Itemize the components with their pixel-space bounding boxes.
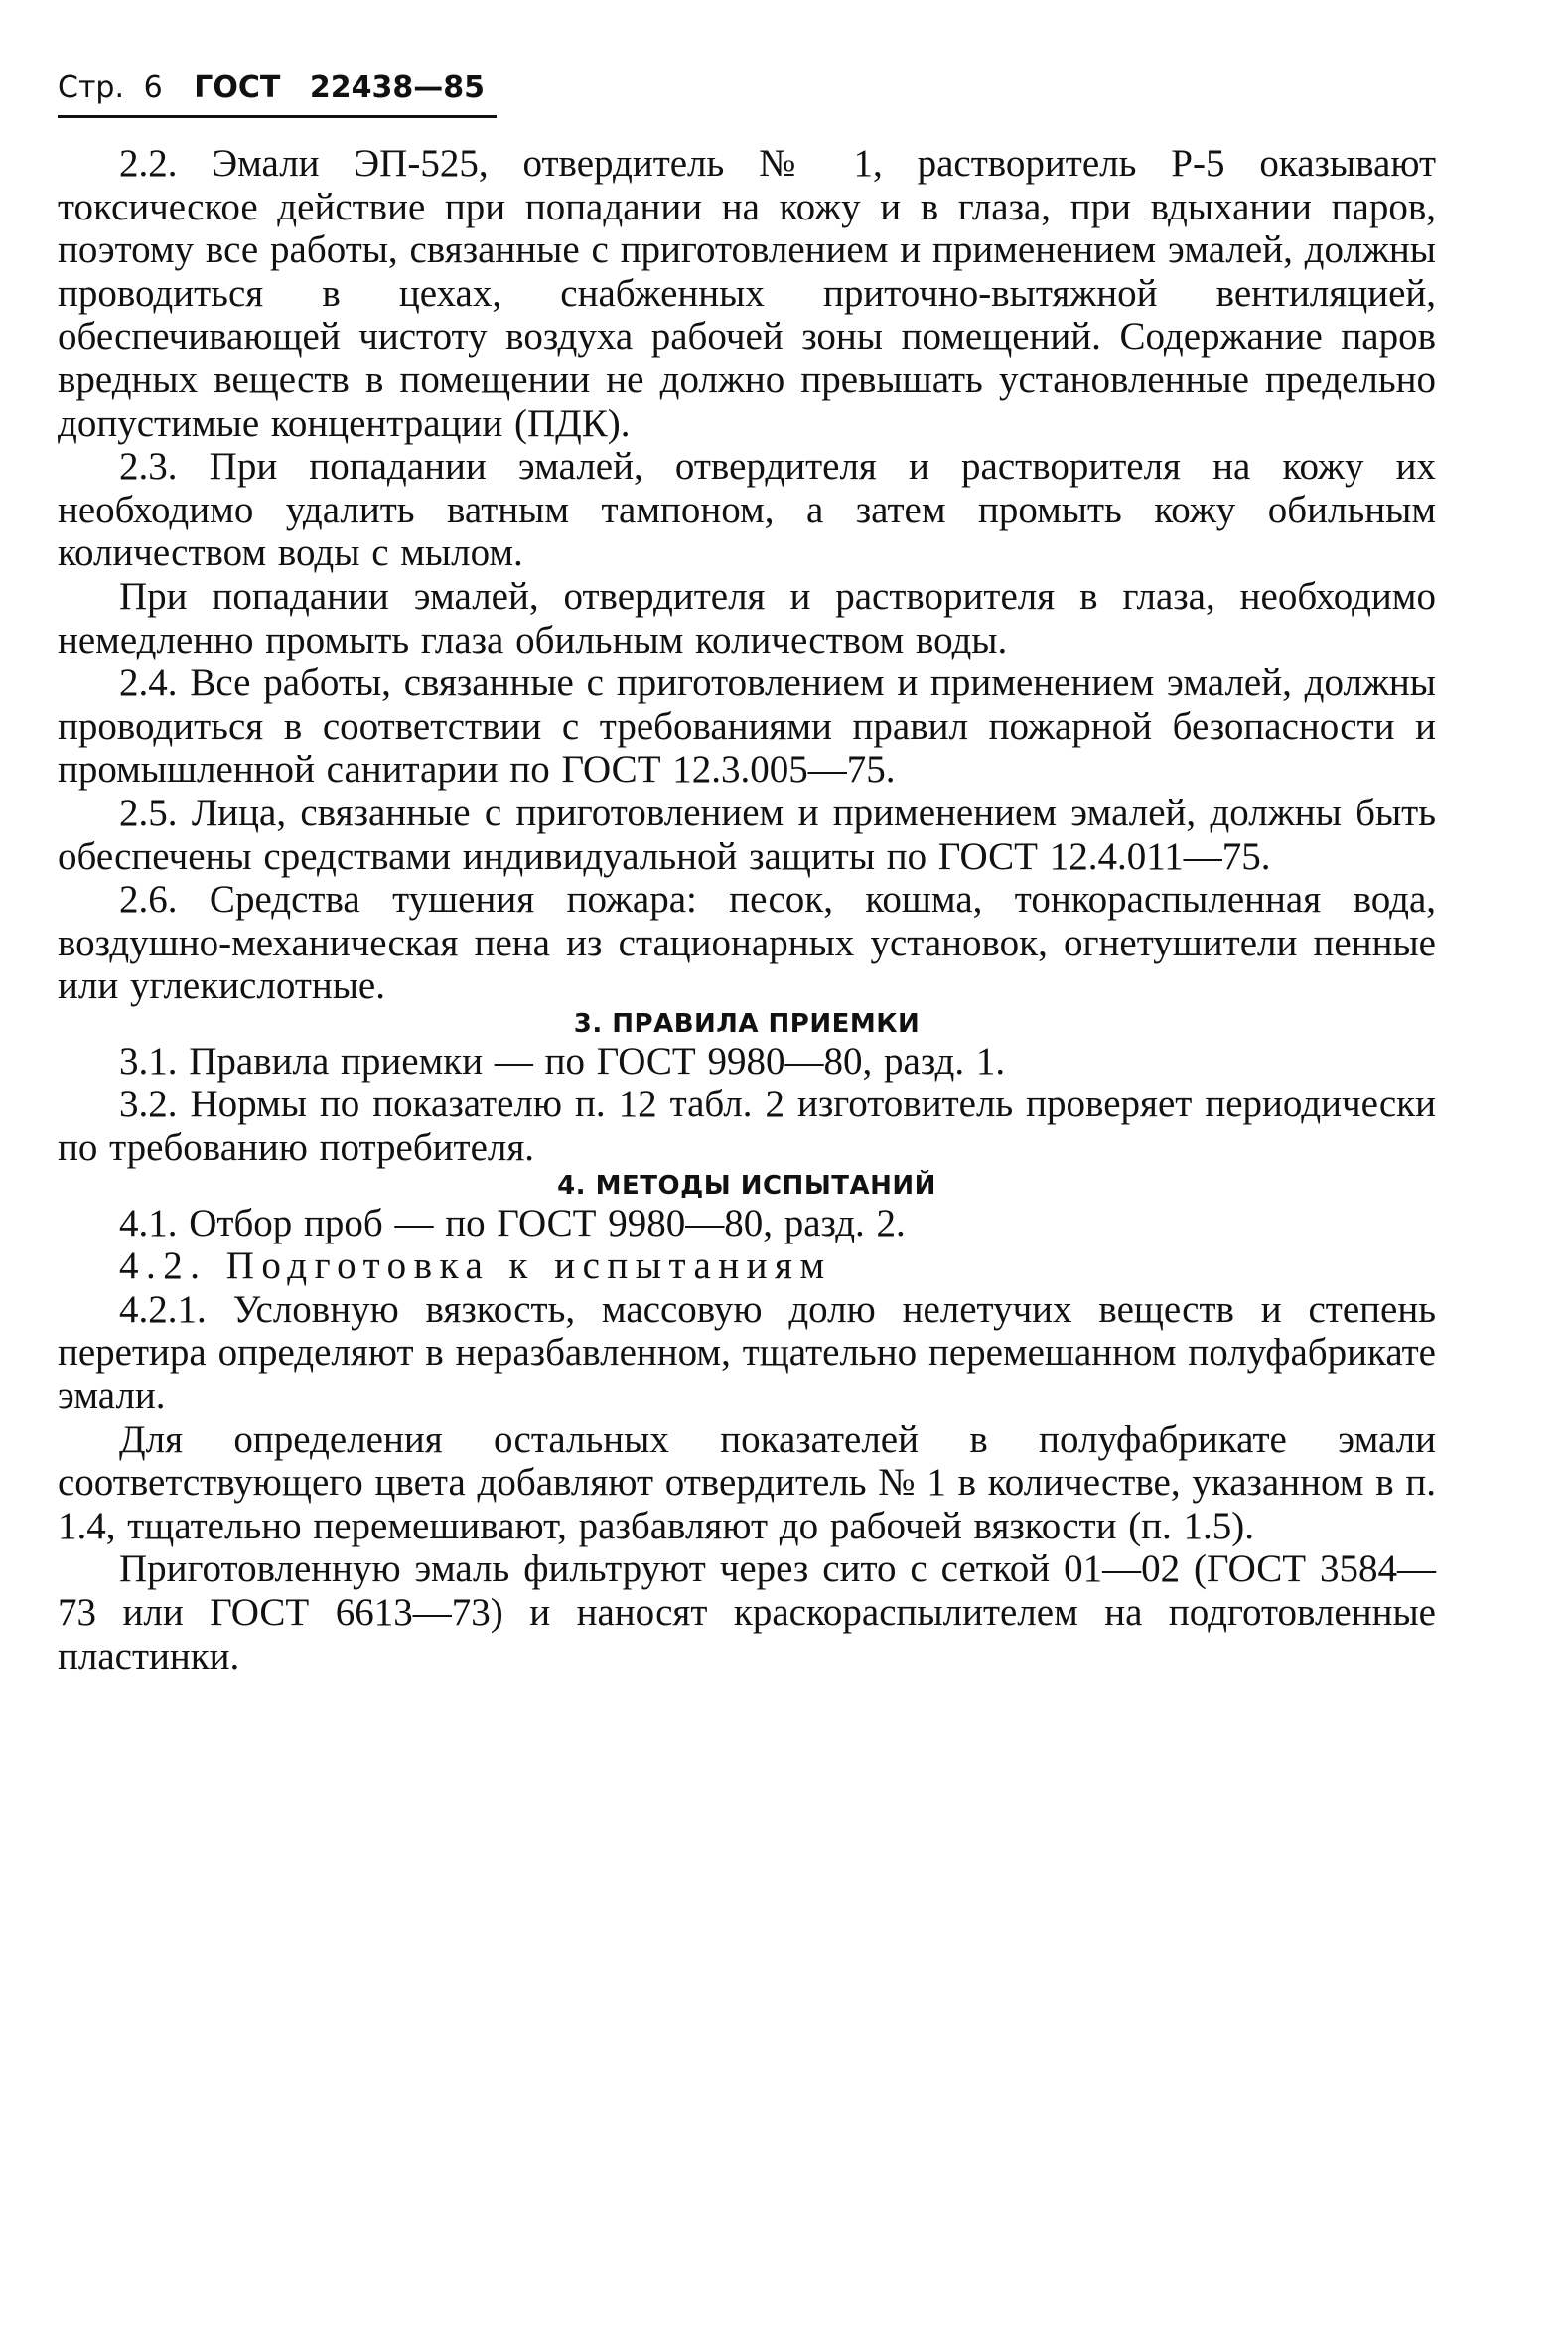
paragraph-2-4: 2.4. Все работы, связанные с приготовлением и применением эмалей, должны проводиться в соответствии с требованиями правил пожарной безопасности и промышленной санитарии по ГОСТ 12.3.005—75. [58,661,1436,792]
paragraph-3-1: 3.1. Правила приемки — по ГОСТ 9980—80, разд. 1. [119,1039,1006,1083]
standard-name: ГОСТ [194,71,281,105]
paragraph-2-3: 2.3. При попадании эмалей, отвердителя и растворителя на кожу их необходимо удалить ватным тампоном, а затем промыть кожу обильным количеством воды с мылом. [58,445,1436,575]
header-rule [58,115,497,118]
paragraph-3-2: 3.2. Нормы по показателю п. 12 табл. 2 изготовитель проверяет периодически по требованию потребителя. [58,1083,1436,1170]
paragraph-4-2-1-filtering: Приготовленную эмаль фильтруют через сито с сеткой 01—02 (ГОСТ 3584—73 или ГОСТ 6613—73) и наносят краскораспылителем на подготовленные пластинки. [58,1547,1436,1678]
standard-code: 22438—85 [309,71,485,105]
paragraph-4-2-1-preparation: Для определения остальных показателей в полуфабрикате эмали соответствующего цвета добавляют отвердитель № 1 в количестве, указанном в п. 1.4, тщательно перемешивают, разбавляют до рабочей вязкости (п. 1.5). [58,1417,1436,1547]
page-label: Стр. [58,71,125,105]
paragraph-4-1: 4.1. Отбор проб — по ГОСТ 9980—80, разд. 2. [119,1201,906,1244]
document-page [58,70,1436,1678]
paragraph-4-2-1: 4.2.1. Условную вязкость, массовую долю нелетучих веществ и степень перетира определяют в неразбавленном, тщательно перемешанном полуфабрикате эмали. [58,1287,1436,1418]
page-header [58,70,1436,109]
paragraph-2-2: 2.2. Эмали ЭП-525, отвердитель № 1, растворитель Р-5 оказывают токсическое действие при попадании на кожу и в глаза, при вдыхании паров, поэтому все работы, связанные с приготовлением и применением эмалей, должны проводиться в цехах, снабженных приточно-вытяжной вентиляцией, обеспечивающей чистоту воздуха рабочей зоны помещений. Содержание паров вредных веществ в помещении не должно превышать установленные предельно допустимые концентрации (ПДК). [58,142,1436,445]
paragraph-2-6: 2.6. Средства тушения пожара: песок, кошма, тонкораспыленная вода, воздушно-механическая пена из стационарных установок, огнетушители пенные или углекислотные. [58,878,1436,1008]
paragraph-2-5: 2.5. Лица, связанные с приготовлением и применением эмалей, должны быть обеспечены средствами индивидуальной защиты по ГОСТ 12.4.011—75. [58,791,1436,878]
page-number: 6 [143,71,163,105]
paragraph-2-3-eyes: При попадании эмалей, отвердителя и растворителя в глаза, необходимо немедленно промыть глаза обильным количеством воды. [58,574,1436,661]
section-4-title: 4. МЕТОДЫ ИСПЫТАНИЙ [557,1170,936,1201]
section-3-title: 3. ПРАВИЛА ПРИЕМКИ [573,1008,921,1039]
paragraph-4-2-heading: 4.2. Подготовка к испытаниям [119,1244,832,1288]
